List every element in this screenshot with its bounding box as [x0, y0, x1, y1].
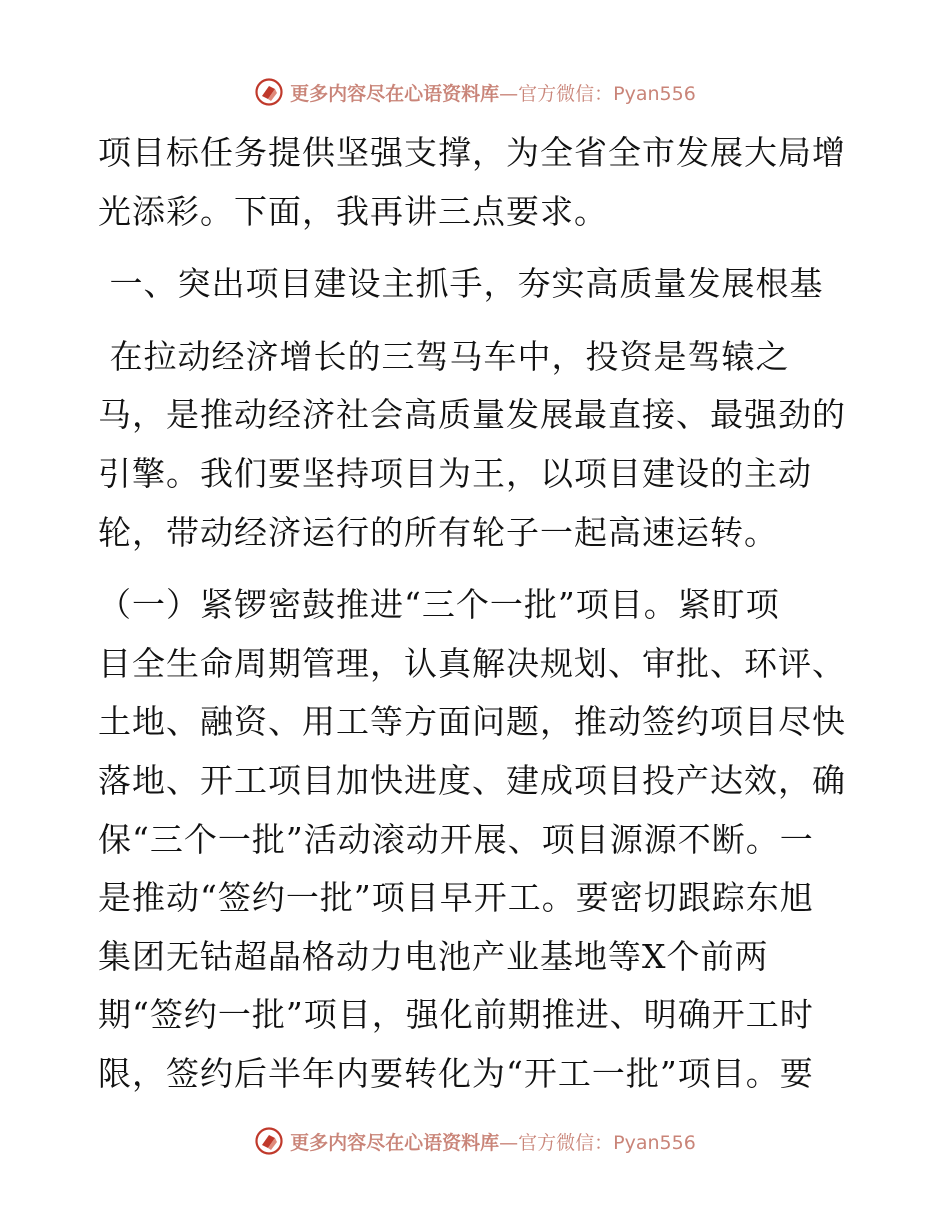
watermark-text: 更多内容尽在心语资料库—官方微信：Pyan556 [290, 1131, 696, 1154]
text-line: 土地、融资、用工等方面问题，推动签约项目尽快 [98, 702, 846, 742]
subsection-line: （一）紧锣密鼓推进“三个一批”项目。紧盯项 [98, 585, 780, 625]
text-line: 引擎。我们要坚持项目为王，以项目建设的主动 [98, 453, 812, 493]
text-line: 是推动“签约一批”项目早开工。要密切跟踪东旭 [98, 878, 814, 918]
text-line: 轮，带动经济运行的所有轮子一起高速运转。 [98, 512, 778, 552]
text-line: 光添彩。下面，我再讲三点要求。 [98, 191, 608, 231]
text-line: 保“三个一批”活动滚动开展、项目源源不断。一 [98, 819, 814, 859]
watermark-text: 更多内容尽在心语资料库—官方微信：Pyan556 [290, 82, 696, 105]
text-line: 限，签约后半年内要转化为“开工一批”项目。要 [98, 1053, 814, 1093]
book-logo-icon [254, 77, 284, 107]
document-body [98, 124, 858, 1104]
text-line: 目全生命周期管理，认真解决规划、审批、环评、 [98, 643, 846, 683]
text-line: 期“签约一批”项目，强化前期推进、明确开工时 [98, 995, 814, 1035]
text-line: 在拉动经济增长的三驾马车中，投资是驾辕之 [98, 336, 790, 376]
text-line: 落地、开工项目加快进度、建成项目投产达效，确 [98, 760, 846, 800]
text-line: 集团无钴超晶格动力电池产业基地等X个前两 [98, 936, 769, 976]
book-logo-icon [254, 1126, 284, 1156]
text-line: 项目标任务提供坚强支撑，为全省全市发展大局增 [98, 133, 846, 172]
text-line: 马，是推动经济社会高质量发展最直接、最强劲的 [98, 395, 846, 435]
footer-watermark [0, 1121, 950, 1161]
section-heading: 一、突出项目建设主抓手，夯实高质量发展根基 [98, 264, 824, 304]
header-watermark [0, 72, 950, 112]
